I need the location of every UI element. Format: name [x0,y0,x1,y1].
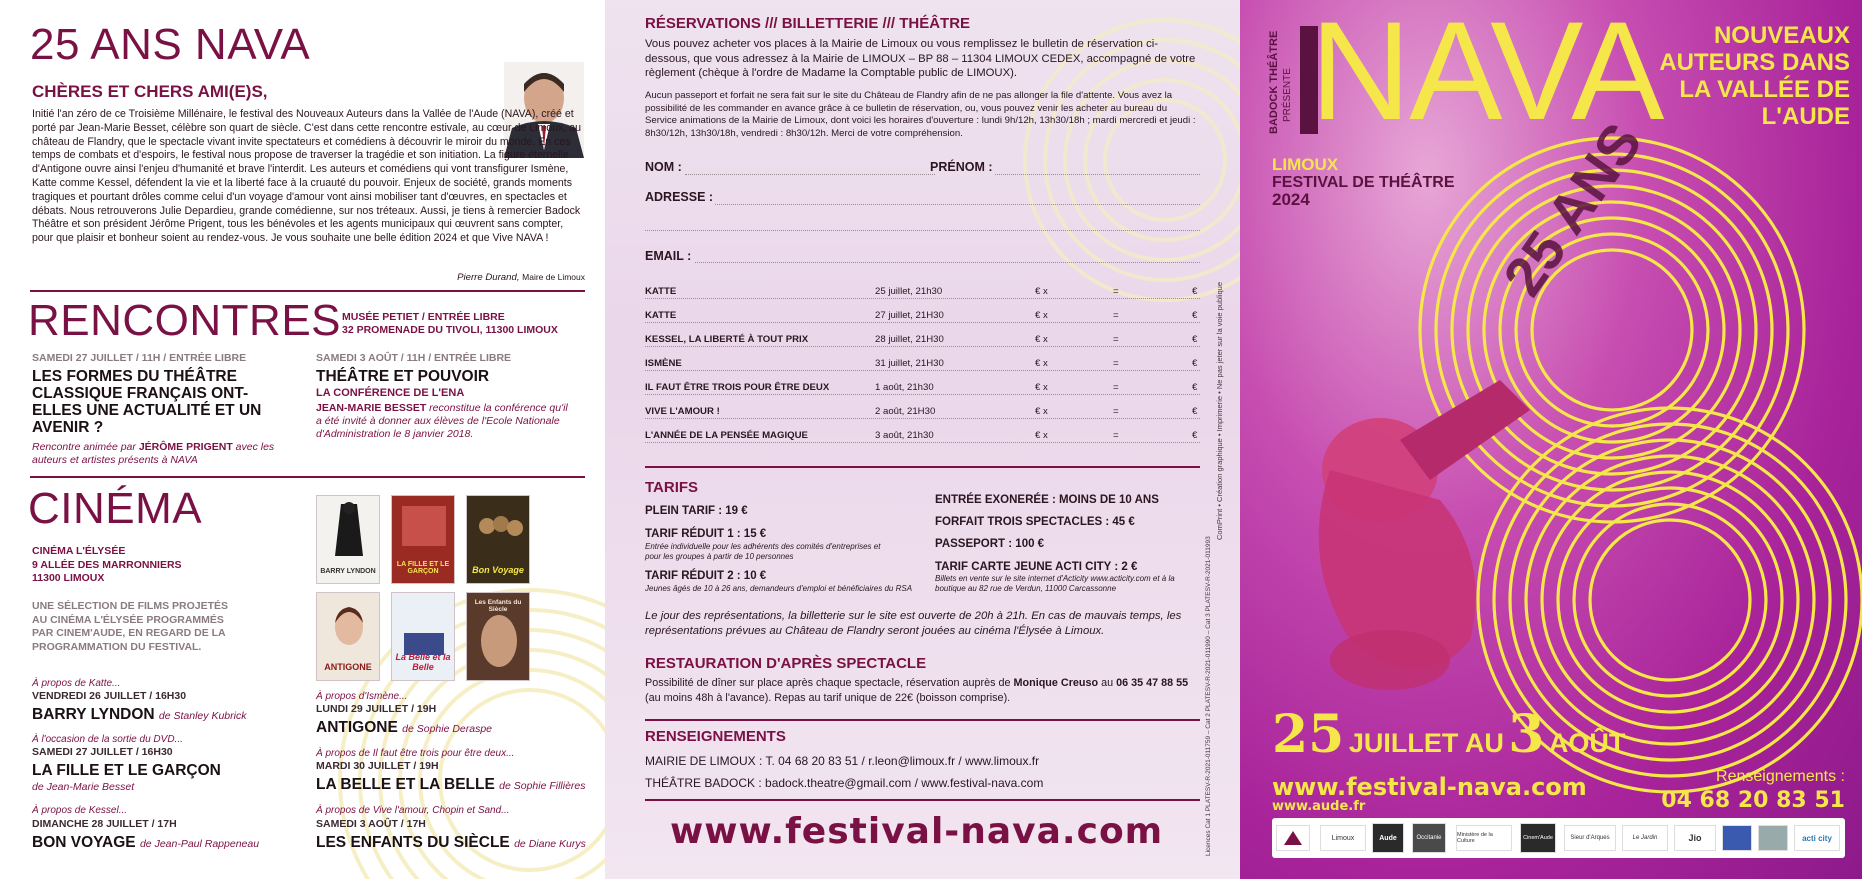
rencontre-2-title: THÉÂTRE ET POUVOIR [316,368,490,385]
rencontre-1-date: SAMEDI 27 JUILLET / 11H / ENTRÉE LIBRE [32,352,247,364]
city: LIMOUX [1272,155,1339,174]
poster-les-enfants-du-siecle [466,592,530,681]
rencontre-2-date: SAMEDI 3 AOÛT / 11H / ENTRÉE LIBRE [316,352,512,364]
film-title-text: ANTIGONE [316,719,398,736]
printer-credit: ComPrint • Création graphique • Imprimerie • Ne pas jeter sur la voie publique [1215,282,1224,540]
license-numbers: Licences Cat 1 PLATESV-R-2021-011759 – Cat 2 PLATESV-R-2021-011990 – Cat 3 PLATESV-R-2021-011993 [1205,536,1212,856]
rencontres-venue-2: 32 PROMENADE DU TIVOLI, 11300 LIMOUX [342,324,558,336]
festival-year: 2024 [1272,190,1310,209]
equals: = [1113,286,1119,297]
signature-name: Pierre Durand, [457,272,520,283]
cover-panel [1240,0,1862,879]
poster-barry-lyndon [316,495,380,584]
tarif-label: TARIF RÉDUIT 1 : 15 € [645,528,767,540]
sponsor-logo: Sieur d'Arques [1564,825,1616,851]
film-date: SAMEDI 3 AOÛT / 17H [316,818,426,830]
nava-logo: NAVA [1310,0,1663,149]
greeting: CHÈRES ET CHERS AMI(E)S, [32,82,268,101]
resto-text-a: Possibilité de dîner sur place après chaque spectacle, réservation auprès de [645,677,1014,689]
adresse-field-line-2[interactable] [645,230,1200,231]
divider [30,290,585,292]
equals: = [1113,358,1119,369]
rencontre-1-desc-c: avec les auteurs et artistes présents à NAVA [32,441,275,466]
film-director: de Jean-Marie Besset [32,781,135,793]
tarif-label: TARIF RÉDUIT 2 : 10 € [645,570,767,582]
date-start-day: 25 [1272,704,1345,765]
middle-panel [605,0,1240,879]
show-title: KATTE [645,310,677,321]
renseignements-label: Renseignements : [1716,768,1845,785]
restauration-text [645,676,1200,705]
rencontre-2-desc [316,402,576,441]
film-director: de Diane Kurys [514,838,586,850]
rencontres-venue-1: MUSÉE PETIET / ENTRÉE LIBRE [342,311,505,323]
price-x: € x [1035,358,1048,369]
euro: € [1192,406,1198,417]
prenom-label: PRÉNOM : [930,160,993,174]
poster-title: ANTIGONE [324,662,372,672]
rencontre-1-host: JÉRÔME PRIGENT [138,441,233,453]
date-end-day: 3 [1508,704,1545,765]
show-date: 31 juillet, 21H30 [875,358,944,369]
film-title-text: BARRY LYNDON [32,706,155,723]
film-date: SAMEDI 27 JUILLET / 16H30 [32,746,173,758]
anniversary-badge: 25 ANS [1490,111,1654,307]
cinema-desc: UNE SÉLECTION DE FILMS PROJETÉS AU CINÉMA L'ÉLYSÉE PROGRAMMÉS PAR CINEM'AUDE, EN REGARD DE LA PROGRAMMATION DU FESTIVAL. [32,600,229,653]
date-end-month: AOÛT [1548,728,1626,758]
prenom-field[interactable] [995,174,1200,175]
resto-text-b: au [1098,677,1117,689]
signature [32,272,585,283]
poster-la-belle-et-la-belle [391,592,455,681]
row-line[interactable] [645,346,1200,347]
festival-label: FESTIVAL DE THÉÂTRE [1272,174,1455,191]
show-title: ISMÈNE [645,358,682,369]
show-date: 3 août, 21h30 [875,430,934,441]
intro-paragraph: Initié l'an zéro de ce Troisième Millénaire, le festival des Nouveaux Auteurs dans la Vallée de l'Aude (NAVA), créé et porté par Jean-Marie Besset, célèbre son quart de siècle. C'est dans cette rencontre estivale, au cœur de Limoux, au château de Flandry, que le spectacle vivant invite spectateurs et comédiens à découvrir le miroir du monde. En ces temps de combats et d'espoirs, le festival nous propose de traverser la tragédie et son initiation. La figure éternelle d'Antigone ouvre ainsi l'enjeu d'humanité et brave l'interdit. Les auteurs et comédiens qui vont transfigurer Ismène, Katte comme Kessel, défendent la vie et la liberté face à la cruauté du pouvoir. Enjeux de société, grands moments tragiques et pourtant drôles comme celui d'un voyage d'amour vont ainsi mobiliser tant d'œuvres, en spectacles et débats. Nous retrouverons Julie Depardieu, grande comédienne, sur nos tréteaux. Aussi, je tiens à remercier Badock Théâtre et son président Jérôme Prigent, tous les bénévoles et les agents municipaux qui œuvrent sans compter, pour que plaisir et bonheur soient au rendez-vous. Je vous souhaite une belle édition 2024 et que Vive NAVA ! [32,108,582,245]
show-date: 2 août, 21H30 [875,406,936,417]
reservations-title: RÉSERVATIONS /// BILLETTERIE /// THÉÂTRE [645,15,971,32]
show-date: 27 juillet, 21H30 [875,310,944,321]
euro: € [1192,382,1198,393]
show-date: 25 juillet, 21h30 [875,286,943,297]
sponsor-logo: Ministère de la Culture [1456,825,1512,851]
equals: = [1113,382,1119,393]
poster-title: LA FILLE ET LE GARÇON [396,561,450,575]
contact-badock: THÉÂTRE BADOCK : badock.theatre@gmail.com / www.festival-nava.com [645,776,1044,790]
film-pre: À l'occasion de la sortie du DVD... [32,734,183,745]
resto-text-c: (au moins 48h à l'avance). Repas au tarif unique de 22€ (boisson comprise). [645,691,1011,704]
sponsor-logo [1722,825,1752,851]
row-line[interactable] [645,418,1200,419]
tagline: NOUVEAUX AUTEURS DANS LA VALLÉE DE L'AUDE [1659,22,1850,130]
left-panel [0,0,605,879]
film-pre: À propos d'Ismène... [316,691,408,702]
renseignements-phone[interactable]: 04 68 20 83 51 [1661,788,1845,813]
restauration-title: RESTAURATION D'APRÈS SPECTACLE [645,655,927,672]
show-title: KESSEL, LA LIBERTÉ À TOUT PRIX [645,334,809,345]
email-label: EMAIL : [645,249,692,263]
film-director: de Stanley Kubrick [158,710,247,722]
sponsor-logo [1276,825,1310,851]
tarif-label: PLEIN TARIF : 19 € [645,505,748,517]
festival-dates [1272,704,1625,765]
price-x: € x [1035,406,1048,417]
film-title [32,706,246,725]
sponsor-logo: Occitanie [1412,823,1446,853]
sponsor-logo: Limoux [1320,825,1366,851]
row-line[interactable] [645,442,1200,443]
equals: = [1113,334,1119,345]
film-pre: À propos de Il faut être trois pour être deux... [316,748,515,759]
website-url[interactable]: www.festival-nava.com [670,811,1164,852]
film-title [316,719,492,738]
film-title [316,776,586,795]
show-date: 28 juillet, 21H30 [875,334,944,345]
signature-role: Maire de Limoux [522,272,585,282]
row-line[interactable] [645,370,1200,371]
euro: € [1192,286,1198,297]
sponsor-logo: Cinem'Aude [1520,823,1556,853]
euro: € [1192,334,1198,345]
rencontre-1-title: LES FORMES DU THÉÂTRE CLASSIQUE FRANÇAIS ONT-ELLES UNE ACTUALITÉ ET UN AVENIR ? [32,368,262,436]
resto-contact-name: Monique Creuso [1013,677,1099,689]
resto-phone: 06 35 47 88 55 [1116,677,1189,689]
show-title: IL FAUT ÊTRE TROIS POUR ÊTRE DEUX [645,382,830,393]
price-x: € x [1035,334,1048,345]
tarif-label: TARIF CARTE JEUNE ACTI CITY : 2 € [935,561,1138,573]
film-date: LUNDI 29 JUILLET / 19H [316,703,437,715]
rencontre-2-desc-b: reconstitue la conférence qu'il a été invité à donner aux élèves de l'Ecole Nationale d'Administration le 8 janvier 2018. [316,402,568,440]
divider [645,719,1200,721]
contact-mairie: MAIRIE DE LIMOUX : T. 04 68 20 83 51 / r.leon@limoux.fr / www.limoux.fr [645,754,1040,768]
film-pre: À propos de Kessel... [32,805,128,816]
tarifs-title: TARIFS [645,479,699,496]
sponsor-logo [1758,825,1788,851]
show-date: 1 août, 21h30 [875,382,934,393]
rencontres-title: RENCONTRES [28,296,342,345]
film-date: VENDREDI 26 JUILLET / 16H30 [32,690,187,702]
film-title-text: BON VOYAGE [32,834,136,851]
sponsor-logo: acti city [1794,825,1840,851]
renseignements-title: RENSEIGNEMENTS [645,728,786,745]
cherub-illustration [1319,380,1530,690]
poster-title: Les Enfants du Siècle [474,599,522,613]
divider [645,799,1200,801]
adresse-field[interactable] [715,204,1200,205]
film-date: MARDI 30 JUILLET / 19H [316,760,439,772]
nom-field[interactable] [685,174,935,175]
euro: € [1192,310,1198,321]
film-title-text: LES ENFANTS DU SIÈCLE [316,834,510,851]
tarif-note: Billets en vente sur le site internet d'Acticity www.acticity.com et à la boutique au 82 rue de Verdun, 11000 Carcassonne [935,574,1175,593]
euro: € [1192,430,1198,441]
festival-url[interactable]: www.festival-nava.com [1272,773,1587,801]
film-title [32,834,259,853]
rencontre-1-desc [32,441,302,467]
poster-title: La Belle et la Belle [395,652,451,672]
show-title: VIVE L'AMOUR ! [645,406,720,417]
film-title-text: LA BELLE ET LA BELLE [316,776,495,793]
sponsor-logo: Aude [1372,823,1404,853]
row-line[interactable] [645,394,1200,395]
presenter-presents: PRÉSENTE [1282,68,1293,122]
equals: = [1113,310,1119,321]
tarif-label: FORFAIT TROIS SPECTACLES : 45 € [935,516,1135,528]
reservations-text: Vous pouvez acheter vos places à la Mairie de Limoux ou vous remplissez le bulletin de réservation ci-dessous, que vous adressez à la Mairie de LIMOUX – BP 88 – 11304 LIMOUX CEDEX, accompagné de votre règlement (chèque à l'ordre de Madame la Comptable public de LIMOUX). [645,38,1196,79]
date-middle: JUILLET AU [1348,728,1504,758]
film-title: LA FILLE ET LE GARÇON [32,762,221,779]
poster-antigone [316,592,380,681]
film-pre: À propos de Katte... [32,678,121,689]
billetterie-note: Le jour des représentations, la billetterie sur le site est ouverte de 20h à 21h. En cas de mauvais temps, les représentations prévues au Château de Flandry seront jouées au cinéma l'Élysée à Limoux. [645,610,1182,637]
rencontre-1-desc-a: Rencontre animée par [32,441,139,453]
film-date: DIMANCHE 28 JUILLET / 17H [32,818,177,830]
euro: € [1192,358,1198,369]
adresse-label: ADRESSE : [645,190,714,204]
nom-label: NOM : [645,160,682,174]
poster-title: Bon Voyage [472,565,524,575]
poster-title: BARRY LYNDON [320,568,376,575]
reservations-note: Aucun passeport et forfait ne sera fait sur le site du Château de Flandry afin de ne pas allonger la file d'attente. Vous avez la possibilité de les commander en avance grâce à ce bulletin de réservation, ou, vous pouvez venir les acheter au bureau du Service animations de la Mairie de Limoux, dont voici les horaires d'ouverture : lundi 9h/12h, 13h30/18h ; mardi mercredi et jeudi : 8h30/12h, 13h30/18h, vendredi : 8h30/12h. Merci de votre compréhension. [645,90,1196,139]
divider [30,476,585,478]
show-title: L'ANNÉE DE LA PENSÉE MAGIQUE [645,430,808,441]
film-pre: À propos de Vive l'amour, Chopin et Sand... [316,805,510,816]
tarif-note: Entrée individuelle pour les adhérents des comités d'entreprises et pour les groupes à partir de 10 personnes [645,542,881,561]
poster-la-fille-et-le-garcon [391,495,455,584]
presenter-name: BADOCK THÉÂTRE [1268,30,1280,134]
aude-url[interactable]: www.aude.fr [1272,799,1366,814]
row-line[interactable] [645,298,1200,299]
rencontre-2-subtitle: LA CONFÉRENCE DE L'ENA [316,387,465,399]
tarif-note: Jeunes âgés de 10 à 26 ans, demandeurs d'emploi et bénéficiaires du RSA [645,584,913,593]
tarif-label: PASSEPORT : 100 € [935,538,1045,550]
poster-bon-voyage [466,495,530,584]
page-title: 25 ANS NAVA [30,20,311,69]
presenter [1268,22,1298,137]
price-x: € x [1035,382,1048,393]
film-director: de Sophie Deraspe [402,723,493,735]
cinema-venue: CINÉMA L'ÉLYSÉE 9 ALLÉE DES MARRONNIERS 11300 LIMOUX [32,545,182,584]
tarif-label: ENTRÉE EXONERÉE : MOINS DE 10 ANS [935,494,1159,506]
email-field[interactable] [695,262,1200,263]
sponsor-logo: Le Jardin [1622,825,1668,851]
price-x: € x [1035,286,1048,297]
equals: = [1113,406,1119,417]
row-line[interactable] [645,322,1200,323]
price-x: € x [1035,310,1048,321]
film-director: de Jean-Paul Rappeneau [139,838,260,850]
film-director: de Sophie Fillières [499,780,586,792]
show-title: KATTE [645,286,677,297]
cinema-title: CINÉMA [28,484,203,533]
price-x: € x [1035,430,1048,441]
rencontre-2-host: JEAN-MARIE BESSET [316,402,427,414]
divider [645,466,1200,468]
equals: = [1113,430,1119,441]
sponsor-logo: Jio [1674,825,1716,851]
sponsor-bar [1272,818,1845,858]
film-title [316,834,586,853]
